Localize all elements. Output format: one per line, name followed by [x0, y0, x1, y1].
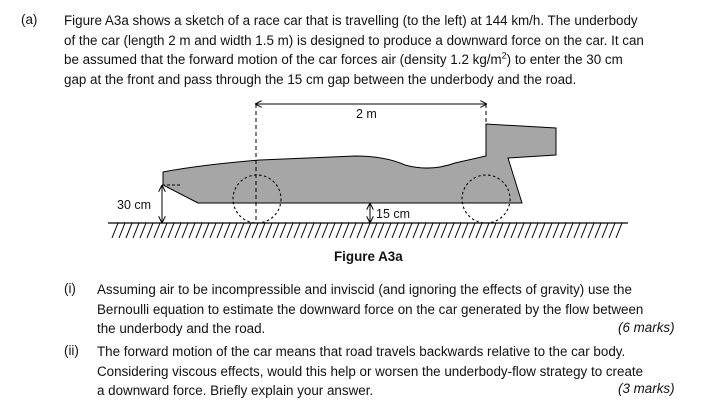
road-hatch-mark [616, 223, 622, 238]
road-hatch-mark [427, 223, 433, 238]
road-hatch-mark [336, 223, 342, 238]
road-hatching [112, 223, 622, 238]
road-hatch-mark [434, 223, 440, 238]
road-hatch-mark [168, 223, 174, 238]
intro-line-1: Figure A3a shows a sketch of a race car that is travelling (to the left) at 144 km/h. The underbody [64, 13, 638, 28]
road-hatch-mark [140, 223, 146, 238]
part-ii-marks: (3 marks) [618, 381, 675, 396]
road-hatch-mark [560, 223, 566, 238]
road-hatch-mark [567, 223, 573, 238]
question-label: (a) [21, 12, 38, 27]
road-hatch-mark [399, 223, 405, 238]
road-hatch-mark [147, 223, 153, 238]
intro-line-4: gap at the front and pass through the 15 cm gap between the underbody and the road. [64, 71, 577, 87]
road-hatch-mark [259, 223, 265, 238]
part-ii-label: (ii) [64, 343, 79, 358]
part-ii-line-3: a downward force. Briefly explain your answer. [97, 383, 374, 399]
road-hatch-mark [553, 223, 559, 238]
road-hatch-mark [406, 223, 412, 238]
road-hatch-mark [455, 223, 461, 238]
road-hatch-mark [595, 223, 601, 238]
road-hatch-mark [294, 223, 300, 238]
road-hatch-mark [245, 223, 251, 238]
superscript: 2 [501, 50, 507, 61]
road-hatch-mark [574, 223, 580, 238]
road-hatch-mark [315, 223, 321, 238]
road-hatch-mark [350, 223, 356, 238]
road-hatch-mark [210, 223, 216, 238]
road-hatch-mark [238, 223, 244, 238]
road-hatch-mark [483, 223, 489, 238]
part-ii-line-1: The forward motion of the car means that road travels backwards relative to the car body. [97, 344, 626, 359]
road-hatch-mark [182, 223, 188, 238]
road-hatch-mark [588, 223, 594, 238]
part-i-line-1: Assuming air to be incompressible and inviscid (and ignoring the effects of gravity) use the [97, 282, 632, 297]
figure-caption: Figure A3a [334, 249, 403, 264]
road-hatch-mark [490, 223, 496, 238]
road-hatch-mark [343, 223, 349, 238]
road-hatch-mark [329, 223, 335, 238]
road-hatch-mark [175, 223, 181, 238]
road-hatch-mark [231, 223, 237, 238]
front-gap-label: 30 cm [117, 198, 152, 212]
road-hatch-mark [462, 223, 468, 238]
road-hatch-mark [112, 223, 118, 238]
road-hatch-mark [371, 223, 377, 238]
intro-line-3: be assumed that the forward motion of the car forces air (density 1.2 $kg/m^2$) to enter the 30 cm [64, 50, 623, 68]
road-hatch-mark [161, 223, 167, 238]
road-hatch-mark [448, 223, 454, 238]
road-hatch-mark [308, 223, 314, 238]
road-hatch-mark [196, 223, 202, 238]
road-hatch-mark [224, 223, 230, 238]
road-hatch-mark [476, 223, 482, 238]
road-hatch-mark [511, 223, 517, 238]
part-i-line-3: the underbody and the road. [97, 321, 266, 337]
road-hatch-mark [126, 223, 132, 238]
road-hatch-mark [301, 223, 307, 238]
mid-gap-label: 15 cm [376, 207, 411, 221]
road-hatch-mark [119, 223, 125, 238]
road-hatch-mark [469, 223, 475, 238]
road-hatch-mark [504, 223, 510, 238]
road-hatch-mark [420, 223, 426, 238]
road-hatch-mark [385, 223, 391, 238]
road-hatch-mark [378, 223, 384, 238]
road-hatch-mark [133, 223, 139, 238]
road-hatch-mark [392, 223, 398, 238]
intro-line-2: of the car (length 2 m and width 1.5 m) is designed to produce a downward force on the car. It can [64, 32, 644, 48]
road-hatch-mark [357, 223, 363, 238]
road-hatch-mark [154, 223, 160, 238]
part-i-label: (i) [64, 281, 76, 296]
road-hatch-mark [217, 223, 223, 238]
road-hatch-mark [525, 223, 531, 238]
part-i-marks: (6 marks) [618, 320, 675, 335]
road-hatch-mark [280, 223, 286, 238]
road-hatch-mark [602, 223, 608, 238]
road-hatch-mark [546, 223, 552, 238]
road-hatch-mark [581, 223, 587, 238]
road-hatch-mark [532, 223, 538, 238]
road-hatch-mark [413, 223, 419, 238]
car-body [163, 124, 556, 203]
road-hatch-mark [518, 223, 524, 238]
road-hatch-mark [252, 223, 258, 238]
road-hatch-mark [287, 223, 293, 238]
road-hatch-mark [497, 223, 503, 238]
road-hatch-mark [273, 223, 279, 238]
road-hatch-mark [609, 223, 615, 238]
part-ii-line-2: Considering viscous effects, would this help or worsen the underbody-flow strategy to create [97, 363, 644, 379]
road-hatch-mark [364, 223, 370, 238]
road-hatch-mark [322, 223, 328, 238]
road-hatch-mark [266, 223, 272, 238]
road-hatch-mark [189, 223, 195, 238]
road-hatch-mark [539, 223, 545, 238]
road-hatch-mark [203, 223, 209, 238]
road-hatch-mark [441, 223, 447, 238]
part-i-line-2: Bernoulli equation to estimate the downward force on the car generated by the flow between [97, 301, 644, 317]
length-label: 2 m [356, 107, 377, 121]
part-i-text [97, 280, 643, 339]
part-ii-text [97, 342, 643, 401]
